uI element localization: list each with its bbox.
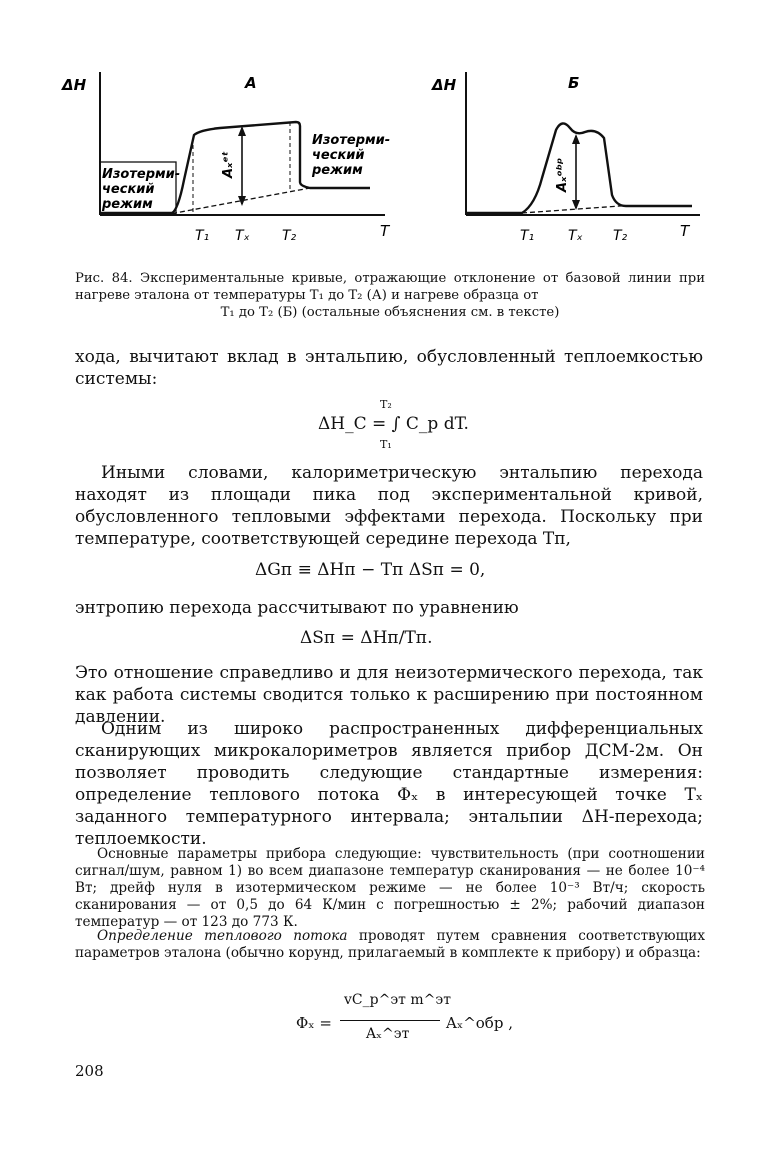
small-paragraph-2 <box>75 928 705 962</box>
right-panel-label: Б <box>568 74 580 92</box>
paragraph-2: Иными словами, калориметрическую энтальпию перехода находят из площади пика под экспериментальной кривой, обусловленного тепловыми эффектами перехода. Поскольку при температуре, соответствующей середине перехода Tп, <box>75 463 703 549</box>
eq1-lower-limit: T₁ <box>380 438 392 451</box>
eq4-denominator: Aₓ^эт <box>366 1026 410 1042</box>
left-tick-tx: Tₓ <box>235 228 250 244</box>
figure-84 <box>60 60 710 280</box>
left-y-axis-label: ΔH <box>62 76 87 94</box>
equation-4 <box>296 992 536 1056</box>
left-iso-label-3: режим <box>102 197 153 212</box>
right-x-axis-label: T <box>680 222 690 240</box>
eq1-main: ΔH_C = ∫ C_p dT. <box>318 414 469 434</box>
right-iso-label-2: ческий <box>312 148 365 163</box>
eq4-fraction-bar <box>340 1020 440 1021</box>
paragraph-1: хода, вычитают вклад в энтальпию, обусловленный теплоемкостью системы: <box>75 347 703 389</box>
right-panel <box>431 72 700 244</box>
eq4-rhs: Aₓ^обр , <box>446 1014 513 1032</box>
right-arrow-label: Aₓᵒᵇᵖ <box>555 157 570 192</box>
figure-caption <box>75 270 705 321</box>
right-y-axis-label: ΔH <box>432 76 457 94</box>
left-panel <box>61 72 391 244</box>
eq4-lhs: Φₓ = <box>296 1014 332 1032</box>
left-iso-label-2: ческий <box>102 182 155 197</box>
left-tick-t2: T₂ <box>282 228 297 244</box>
caption-line-2: T₁ до T₂ (Б) (остальные объяснения см. в тексте) <box>220 305 560 320</box>
left-arrow-label: Aₓᵉᵗ <box>221 151 236 178</box>
eq4-numerator: vC_p^эт m^эт <box>344 992 451 1008</box>
right-iso-label-3: режим <box>312 163 363 178</box>
right-tick-t1: T₁ <box>520 228 535 244</box>
caption-line-1: Рис. 84. Экспериментальные кривые, отражающие отклонение от базовой линии при нагреве эталона от температуры T₁ до T₂ (А) и нагреве образца от <box>75 271 705 303</box>
right-tick-t2: T₂ <box>613 228 628 244</box>
s2-italic: Определение теплового потока <box>97 928 348 944</box>
eq1-upper-limit: T₂ <box>380 398 392 411</box>
right-arrow-head-top <box>572 134 580 144</box>
page-number: 208 <box>75 1062 104 1080</box>
right-curve <box>466 123 692 213</box>
left-tick-t1: T₁ <box>195 228 210 244</box>
paragraph-3: энтропию перехода рассчитывают по уравнению <box>75 598 519 618</box>
s2-rest: проводят путем сравнения соответствующих параметров эталона (обычно корунд, прилагаемый в комплекте к прибору) и образца: <box>75 928 705 961</box>
right-iso-label-1: Изотерми- <box>312 133 391 148</box>
paragraph-4: Это отношение справедливо и для неизотермического перехода, так как работа системы сводится только к расширению при постоянном давлении. <box>75 663 703 727</box>
left-x-axis-label: T <box>380 222 390 240</box>
right-tick-tx: Tₓ <box>568 228 583 244</box>
equation-2: ΔGп ≡ ΔHп − Tп ΔSп = 0, <box>255 560 486 580</box>
equation-1 <box>318 398 488 458</box>
figure-svg <box>60 60 710 280</box>
left-iso-label-1: Изотерми- <box>102 167 181 182</box>
small-paragraph-1: Основные параметры прибора следующие: чувствительность (при соотношении сигнал/шум, равном 1) во всем диапазоне температур сканирования — не более 10⁻⁴ Вт; дрейф нуля в изотермическом режиме — не более 10⁻³ Вт/ч; скорость сканирования — от 0,5 до 64 К/мин с погрешностью ± 2%; рабочий диапазон температур — от 123 до 773 К. <box>75 846 705 930</box>
left-panel-label: А <box>245 74 257 92</box>
paragraph-5: Одним из широко распространенных дифференциальных сканирующих микрокалориметров является прибор ДСМ-2м. Он позволяет проводить следующие стандартные измерения: определение теплового потока Φₓ в интересующей точке Tₓ заданного температурного интервала; энтальпии ΔH-перехода; теплоемкости. <box>75 719 703 849</box>
equation-3: ΔSп = ΔHп/Tп. <box>300 628 433 648</box>
